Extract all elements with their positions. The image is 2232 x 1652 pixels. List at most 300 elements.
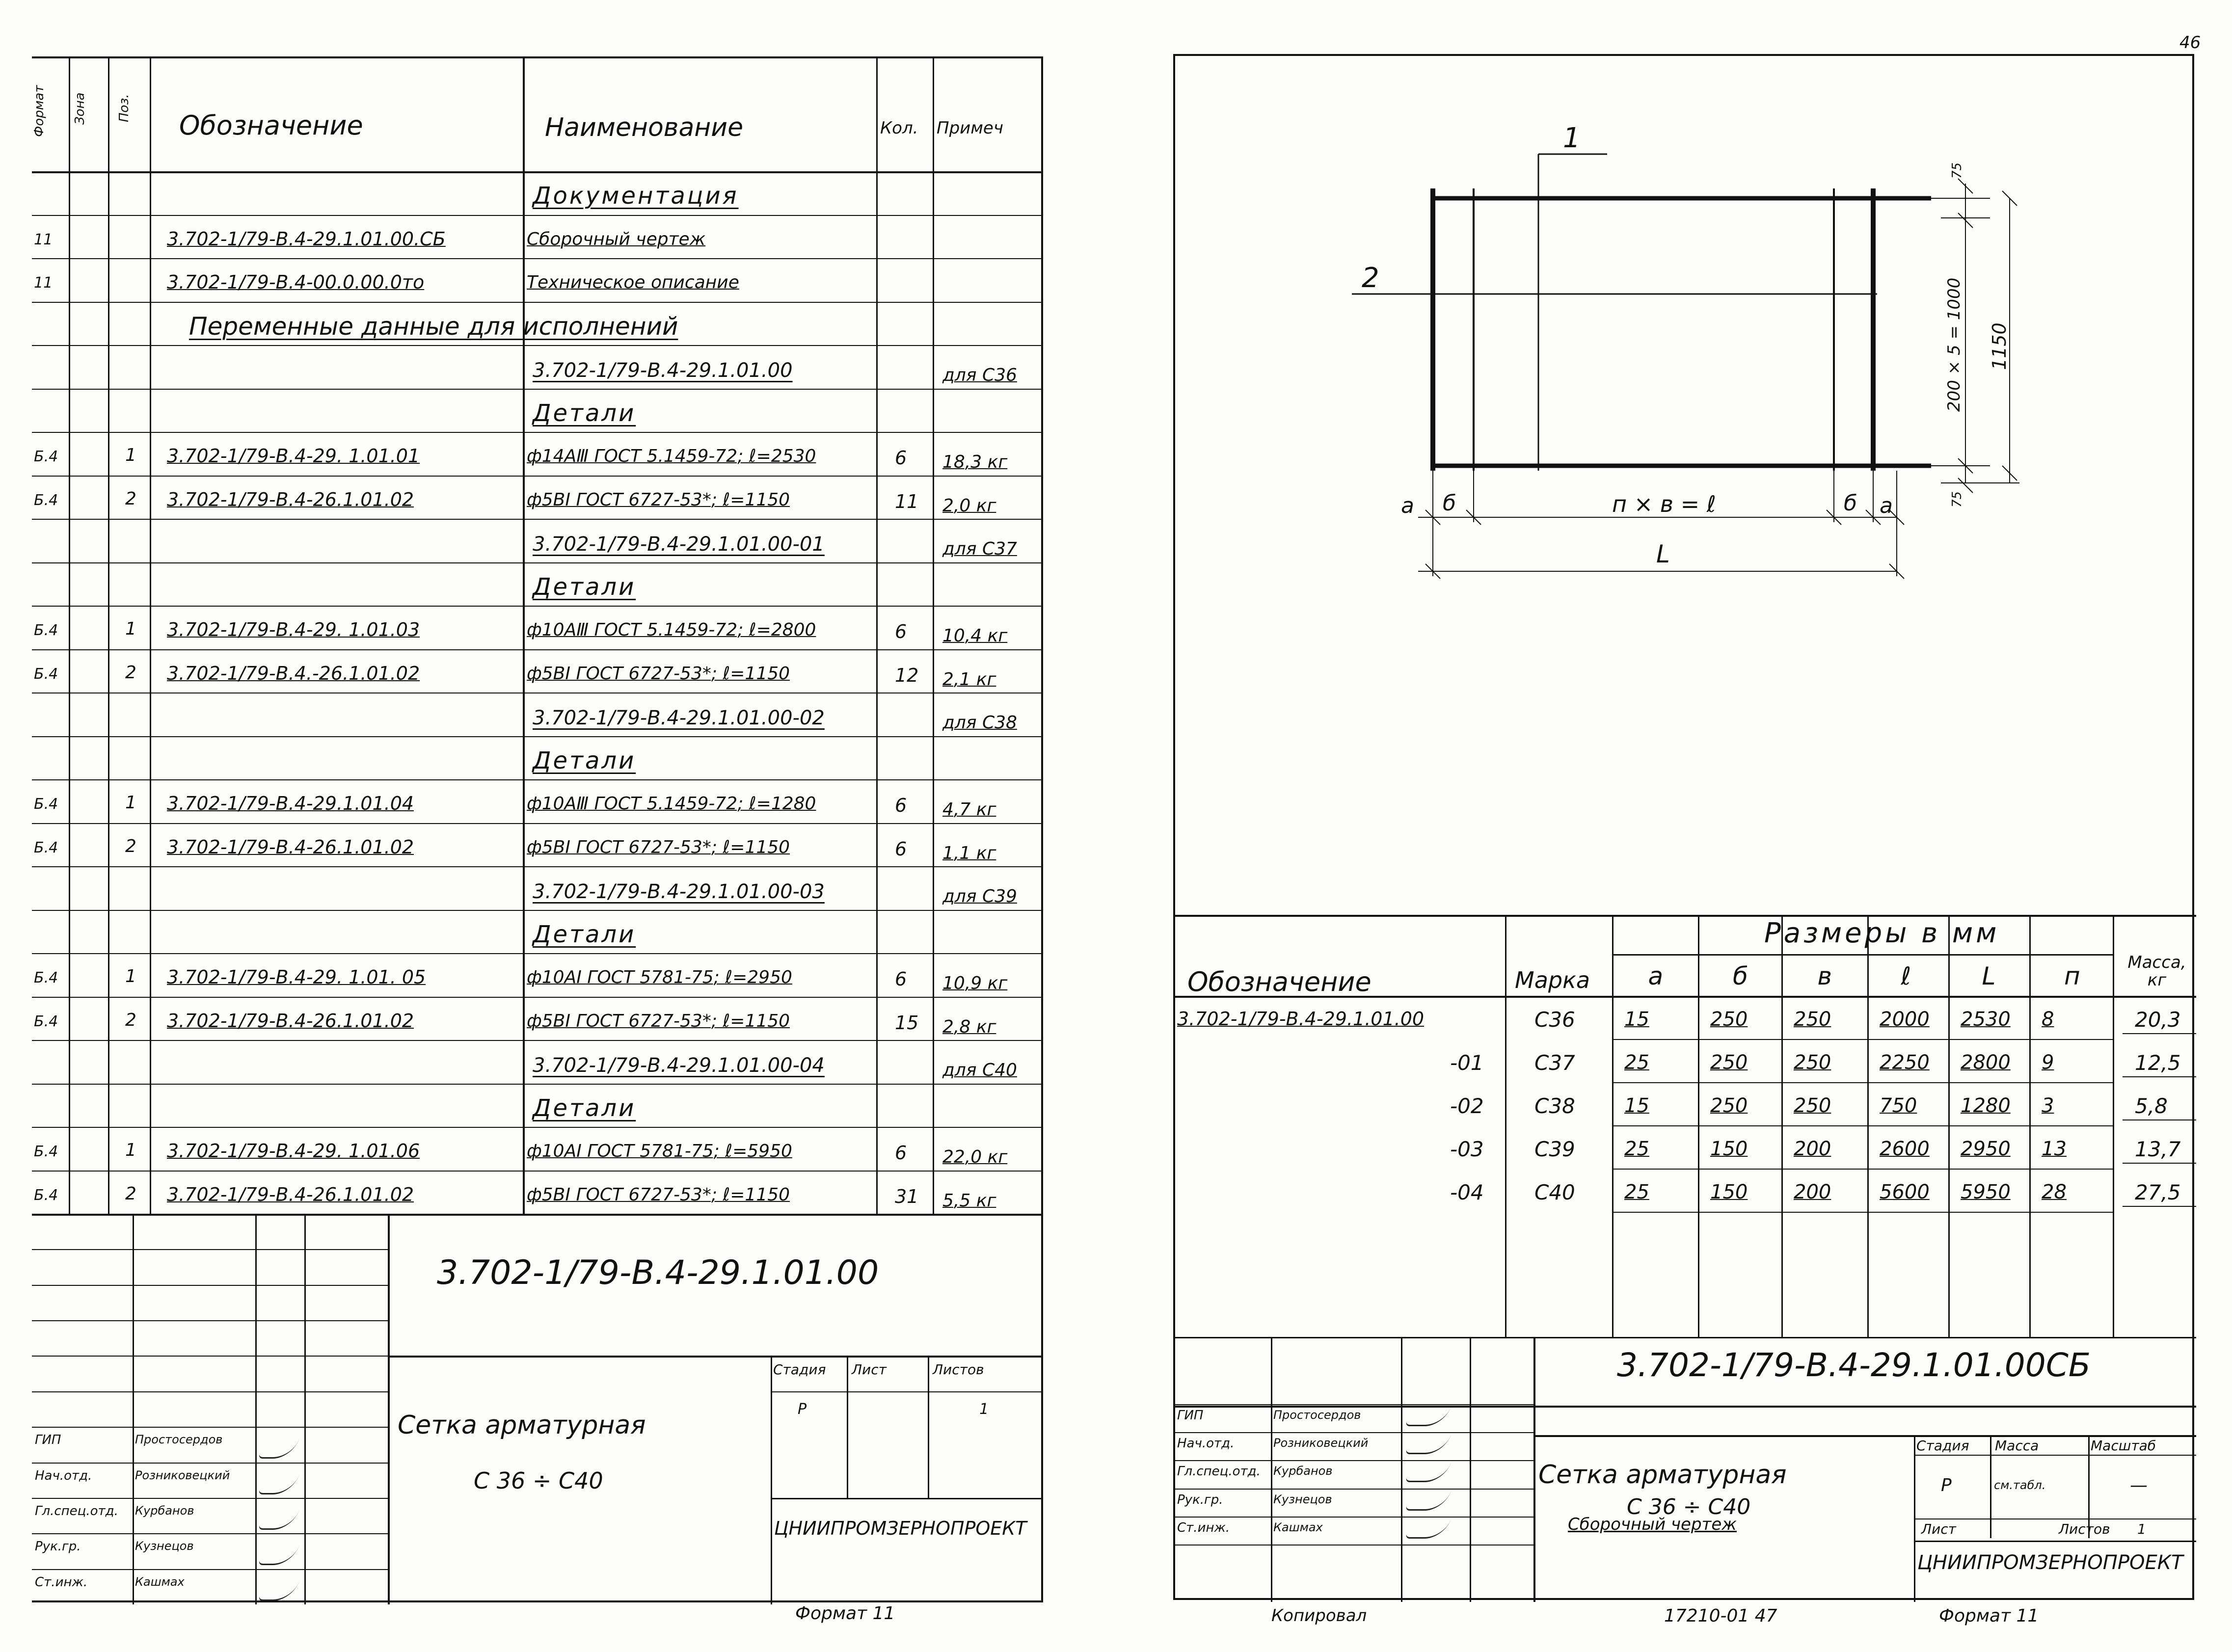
row-format: Б.4 bbox=[34, 491, 58, 509]
row-variant-code: 3.702-1/79-В.4-29.1.01.00-02 bbox=[533, 707, 825, 729]
col-mass: Масса, кг bbox=[2127, 953, 2186, 990]
stamp-grid-line bbox=[32, 1356, 388, 1357]
col-designation: Обозначение bbox=[1187, 966, 1371, 997]
right-stamp-title: Сетка арматурная bbox=[1538, 1460, 1787, 1490]
row-format: Б.4 bbox=[34, 796, 58, 813]
left-stage-value: Р bbox=[798, 1400, 807, 1418]
row-note: для С39 bbox=[942, 886, 1017, 906]
stamp-grid-line bbox=[32, 1533, 388, 1534]
row-note: 1,1 кг bbox=[942, 843, 996, 863]
left-sheet bbox=[32, 56, 1043, 1602]
row-designation: 3.702-1/79-В.4-29. 1.01.06 bbox=[167, 1140, 420, 1162]
row-format: Б.4 bbox=[34, 622, 58, 639]
spec-row-line bbox=[32, 1040, 1043, 1041]
spec-row-line bbox=[32, 215, 1043, 216]
row-position: 1 bbox=[125, 1140, 136, 1160]
row-size-value: 25 bbox=[1624, 1138, 1649, 1160]
row-size-value: 25 bbox=[1624, 1051, 1649, 1074]
row-size-value: 15 bbox=[1624, 1094, 1649, 1117]
signature bbox=[1405, 1519, 1452, 1539]
row-size-value: 9 bbox=[2042, 1051, 2054, 1074]
row-note: для С38 bbox=[942, 713, 1017, 733]
dim-75-bottom: 75 bbox=[1950, 491, 1964, 507]
row-quantity: 6 bbox=[895, 1142, 907, 1164]
stamp-col bbox=[304, 1214, 306, 1604]
stamp-grid-line bbox=[32, 1569, 388, 1570]
row-size-value: 250 bbox=[1794, 1008, 1831, 1031]
spec-row-line bbox=[32, 649, 1043, 650]
table-row-line bbox=[1612, 1212, 2113, 1213]
row-section-title: Детали bbox=[533, 399, 636, 427]
left-stamp-title: Сетка арматурная bbox=[398, 1411, 646, 1440]
stamp-top-line bbox=[32, 1214, 1043, 1216]
row-position: 1 bbox=[125, 966, 136, 986]
stamp-name: Курбанов bbox=[135, 1503, 194, 1518]
row-name: Сборочный чертеж bbox=[527, 229, 706, 249]
stamp-name: Курбанов bbox=[1273, 1464, 1333, 1478]
signature bbox=[258, 1467, 302, 1494]
spec-row-line bbox=[32, 953, 1043, 954]
row-designation: 3.702-1/79-В.4-00.0.00.0то bbox=[167, 271, 425, 293]
stamp-name: Розниковецкий bbox=[1273, 1436, 1369, 1450]
left-stamp-subtitle: С 36 ÷ С40 bbox=[474, 1467, 603, 1494]
row-designation: 3.702-1/79-В.4-26.1.01.02 bbox=[167, 1183, 414, 1205]
position-1-label: 1 bbox=[1563, 122, 1581, 154]
row-position: 2 bbox=[125, 1183, 136, 1204]
col-mark: Марка bbox=[1515, 967, 1590, 993]
stamp-col bbox=[1990, 1435, 1991, 1538]
stamp-name: Кашмах bbox=[1273, 1520, 1323, 1534]
row-format: Б.4 bbox=[34, 665, 58, 683]
row-name: ф5ВⅠ ГОСТ 6727-53*; ℓ=1150 bbox=[527, 837, 790, 857]
row-format: Б.4 bbox=[34, 839, 58, 856]
row-variant-code: 3.702-1/79-В.4-29.1.01.00 bbox=[533, 359, 793, 382]
spec-row-line bbox=[32, 302, 1043, 303]
right-scale-label: Масштаб bbox=[2091, 1438, 2156, 1454]
stamp-col bbox=[847, 1356, 848, 1497]
row-size-value: 15 bbox=[1624, 1008, 1649, 1031]
stamp-grid-line bbox=[1175, 1517, 1533, 1518]
row-name: ф5ВⅠ ГОСТ 6727-53*; ℓ=1150 bbox=[527, 1184, 790, 1205]
row-quantity: 15 bbox=[895, 1012, 919, 1034]
stamp-role: Нач.отд. bbox=[1177, 1436, 1235, 1451]
col-size-3: б bbox=[1733, 962, 1748, 990]
stamp-role: Рук.гр. bbox=[1177, 1492, 1223, 1507]
stamp-role: Ст.инж. bbox=[35, 1574, 88, 1590]
row-note: 10,9 кг bbox=[942, 973, 1008, 993]
stamp-stage-line bbox=[1914, 1455, 2196, 1456]
stamp-name: Розниковецкий bbox=[135, 1468, 230, 1482]
dim-L: L bbox=[1656, 540, 1670, 568]
row-size-value: 200 bbox=[1794, 1181, 1831, 1203]
left-stage-label: Стадия bbox=[773, 1361, 826, 1378]
stamp-grid-line bbox=[32, 1498, 388, 1499]
spec-column-line bbox=[876, 58, 878, 1214]
row-size-value: 250 bbox=[1710, 1008, 1748, 1031]
row-name: ф5ВⅠ ГОСТ 6727-53*; ℓ=1150 bbox=[527, 663, 790, 684]
table-row-line bbox=[1612, 1169, 2113, 1170]
row-size-value: 2250 bbox=[1880, 1051, 1930, 1074]
spec-column-line bbox=[523, 58, 525, 1214]
dim-75-top: 75 bbox=[1950, 162, 1964, 179]
mass-underline bbox=[2123, 1033, 2196, 1034]
row-quantity: 6 bbox=[895, 795, 907, 816]
row-size-value: 1280 bbox=[1961, 1094, 2011, 1117]
header-qty: Кол. bbox=[880, 118, 918, 138]
stamp-col bbox=[388, 1214, 390, 1604]
right-sheet-label: Лист bbox=[1921, 1521, 1956, 1537]
row-note: 5,5 кг bbox=[942, 1190, 996, 1211]
stamp-code-line bbox=[1533, 1435, 2196, 1437]
spec-row-line bbox=[32, 736, 1043, 737]
signature bbox=[1405, 1463, 1452, 1482]
row-size-value: 28 bbox=[2042, 1181, 2067, 1203]
row-mass: 20,3 bbox=[2135, 1008, 2181, 1032]
col-size-5: ℓ bbox=[1901, 962, 1911, 990]
row-size-value: 2530 bbox=[1961, 1008, 2011, 1031]
left-sheet-label: Лист bbox=[852, 1361, 887, 1378]
row-position: 2 bbox=[125, 1010, 136, 1030]
row-note: для С40 bbox=[942, 1060, 1017, 1080]
row-designation: 3.702-1/79-В.4-26.1.01.02 bbox=[167, 1010, 414, 1032]
stamp-stage-line bbox=[771, 1391, 1043, 1392]
row-size-value: 8 bbox=[2042, 1008, 2054, 1031]
mass-underline bbox=[2123, 1163, 2196, 1164]
col-size-7: п bbox=[2064, 962, 2080, 990]
row-designation: 3.702-1/79-В.4-29. 1.01.03 bbox=[167, 619, 420, 640]
row-designation: 3.702-1/79-В.4-29. 1.01. 05 bbox=[167, 966, 426, 988]
table-top-line bbox=[1175, 915, 2196, 917]
spec-column-line bbox=[108, 58, 109, 1214]
stamp-col bbox=[1533, 1337, 1535, 1602]
row-format: Б.4 bbox=[34, 969, 58, 986]
row-designation: 3.702-1/79-В.4-26.1.01.02 bbox=[167, 836, 414, 858]
row-mass: 27,5 bbox=[2135, 1180, 2181, 1204]
row-position: 1 bbox=[125, 445, 136, 465]
signature bbox=[258, 1432, 302, 1459]
row-format: Б.4 bbox=[34, 1013, 58, 1030]
row-size-value: 250 bbox=[1794, 1051, 1831, 1074]
row-note: 18,3 кг bbox=[942, 452, 1008, 472]
header-format: Формат bbox=[32, 85, 47, 137]
row-designation-suffix: -04 bbox=[1450, 1180, 1484, 1204]
table-row-line bbox=[1612, 1039, 2113, 1040]
right-format-label: Формат 11 bbox=[1939, 1606, 2039, 1626]
row-size-value: 200 bbox=[1794, 1138, 1831, 1160]
stamp-grid-line bbox=[32, 1320, 388, 1321]
stamp-grid-line bbox=[1175, 1460, 1533, 1461]
right-stage-value: Р bbox=[1941, 1475, 1952, 1495]
row-size-value: 2000 bbox=[1880, 1008, 1930, 1031]
right-mass-label: Масса bbox=[1995, 1438, 2039, 1454]
left-stamp-code: 3.702-1/79-В.4-29.1.01.00 bbox=[437, 1253, 879, 1292]
dim-1150: 1150 bbox=[1989, 322, 2010, 370]
row-mark: С36 bbox=[1534, 1008, 1575, 1032]
mass-underline bbox=[2123, 1119, 2196, 1120]
left-sheets-value: 1 bbox=[979, 1400, 989, 1418]
col-size-4: в bbox=[1817, 962, 1832, 990]
right-scale-value: — bbox=[2130, 1475, 2148, 1495]
right-sheets-label: Листов bbox=[2059, 1521, 2110, 1537]
stamp-col bbox=[1401, 1337, 1402, 1602]
mass-underline bbox=[2123, 1076, 2196, 1077]
stamp-grid-line bbox=[32, 1249, 388, 1250]
spec-column-line bbox=[933, 58, 934, 1214]
row-note: 22,0 кг bbox=[942, 1147, 1008, 1167]
row-quantity: 6 bbox=[895, 968, 907, 990]
stamp-name: Простосердов bbox=[135, 1433, 223, 1447]
row-quantity: 11 bbox=[895, 490, 919, 512]
spec-row-line bbox=[32, 432, 1043, 433]
row-mark: С40 bbox=[1534, 1180, 1575, 1204]
dim-200x5: 200 × 5 = 1000 bbox=[1944, 277, 1964, 412]
row-name: ф10АⅢ ГОСТ 5.1459-72; ℓ=1280 bbox=[527, 794, 816, 814]
header-note: Примеч bbox=[937, 118, 1003, 138]
stamp-role: Гл.спец.отд. bbox=[1177, 1464, 1261, 1479]
dim-b-right: б bbox=[1844, 491, 1857, 516]
stamp-code-line bbox=[388, 1356, 1043, 1358]
right-stamp-subtitle2: Сборочный чертеж bbox=[1568, 1515, 1737, 1534]
stamp-grid-line bbox=[32, 1391, 388, 1392]
col-size-2: а bbox=[1648, 962, 1664, 990]
right-stamp-code: 3.702-1/79-В.4-29.1.01.00СБ bbox=[1617, 1346, 2091, 1384]
signature bbox=[258, 1574, 302, 1601]
spec-column-line bbox=[69, 58, 70, 1214]
row-format: Б.4 bbox=[34, 1186, 58, 1204]
signature bbox=[1405, 1407, 1452, 1426]
row-designation-suffix: -01 bbox=[1450, 1051, 1484, 1075]
leader-lines bbox=[1352, 154, 1607, 294]
row-note: 10,4 кг bbox=[942, 626, 1008, 646]
archive-number: 17210-01 47 bbox=[1664, 1606, 1777, 1626]
row-name: ф10АⅠ ГОСТ 5781-75; ℓ=2950 bbox=[527, 967, 792, 987]
sizes-header: Размеры в мм bbox=[1764, 917, 2000, 949]
left-format-label: Формат 11 bbox=[795, 1603, 895, 1624]
row-size-value: 5600 bbox=[1880, 1181, 1930, 1203]
row-position: 1 bbox=[125, 619, 136, 639]
stamp-col bbox=[928, 1356, 929, 1497]
row-position: 1 bbox=[125, 793, 136, 813]
row-mark: С38 bbox=[1534, 1094, 1575, 1118]
mesh-drawing bbox=[1175, 56, 2196, 694]
stamp-grid-line bbox=[1175, 1489, 1533, 1490]
stamp-grid-line bbox=[1175, 1432, 1533, 1433]
header-pos: Поз. bbox=[117, 94, 132, 122]
row-size-value: 5950 bbox=[1961, 1181, 2011, 1203]
row-format: Б.4 bbox=[34, 448, 58, 465]
stamp-role: ГИП bbox=[35, 1433, 61, 1448]
row-size-value: 150 bbox=[1710, 1181, 1748, 1203]
row-variants-heading: Переменные данные для исполнений bbox=[189, 312, 678, 341]
row-section-title: Детали bbox=[533, 746, 636, 774]
spec-row-line bbox=[32, 1084, 1043, 1085]
row-name: ф5ВⅠ ГОСТ 6727-53*; ℓ=1150 bbox=[527, 1011, 790, 1031]
spec-header-line bbox=[32, 171, 1043, 173]
row-section-title: Детали bbox=[533, 1094, 636, 1122]
table-row-line bbox=[1612, 1125, 2113, 1126]
spec-row-line bbox=[32, 345, 1043, 346]
stamp-col bbox=[255, 1214, 257, 1604]
row-designation-suffix: -02 bbox=[1450, 1094, 1484, 1118]
stamp-role: ГИП bbox=[1177, 1408, 1204, 1423]
row-size-value: 2600 bbox=[1880, 1138, 1930, 1160]
spec-row-line bbox=[32, 1171, 1043, 1172]
table-column-line bbox=[1505, 915, 1506, 1337]
mesh-outline bbox=[1430, 154, 1990, 471]
row-quantity: 6 bbox=[895, 621, 907, 642]
spec-row-line bbox=[32, 823, 1043, 824]
stamp-role: Ст.инж. bbox=[1177, 1520, 1230, 1535]
signature bbox=[258, 1503, 302, 1530]
dim-a-right: а bbox=[1880, 493, 1893, 518]
stamp-name: Кузнецов bbox=[1273, 1492, 1332, 1506]
stamp-role: Нач.отд. bbox=[35, 1468, 92, 1483]
table-column-line bbox=[2113, 915, 2114, 1337]
spec-row-line bbox=[32, 562, 1043, 563]
stamp-col bbox=[1470, 1337, 1471, 1602]
row-size-value: 750 bbox=[1880, 1094, 1917, 1117]
dimension-lines bbox=[1418, 179, 2019, 579]
stamp-col bbox=[1271, 1337, 1272, 1602]
header-name: Наименование bbox=[545, 113, 744, 142]
spec-row-line bbox=[32, 606, 1043, 607]
signature bbox=[1405, 1491, 1452, 1511]
row-position: 2 bbox=[125, 488, 136, 509]
right-sheet bbox=[1173, 54, 2194, 1600]
stamp-role: Рук.гр. bbox=[35, 1539, 81, 1554]
row-note: для С36 bbox=[942, 365, 1017, 385]
position-2-label: 2 bbox=[1362, 262, 1379, 294]
stamp-name: Кузнецов bbox=[135, 1539, 194, 1553]
table-bottom-line bbox=[1175, 1337, 2196, 1338]
page-number: 46 bbox=[2179, 33, 2201, 53]
row-name: ф10АⅢ ГОСТ 5.1459-72; ℓ=2800 bbox=[527, 620, 816, 640]
row-quantity: 31 bbox=[895, 1185, 919, 1207]
row-position: 2 bbox=[125, 662, 136, 683]
row-designation: 3.702-1/79-В.4-29.1.01.00.СБ bbox=[167, 228, 446, 250]
row-variant-code: 3.702-1/79-В.4-29.1.01.00-04 bbox=[533, 1054, 825, 1077]
right-mass-value: см.табл. bbox=[1994, 1478, 2046, 1492]
row-name: ф10АⅠ ГОСТ 5781-75; ℓ=5950 bbox=[527, 1141, 792, 1161]
row-designation: 3.702-1/79-В.4.-26.1.01.02 bbox=[167, 662, 420, 684]
row-size-value: 13 bbox=[2042, 1138, 2067, 1160]
header-designation: Обозначение bbox=[179, 110, 363, 141]
dim-b-left: б bbox=[1443, 491, 1456, 516]
row-note: для С37 bbox=[942, 539, 1017, 559]
row-format: 11 bbox=[34, 274, 53, 292]
dim-nbl: п × в = ℓ bbox=[1612, 491, 1716, 517]
row-size-value: 250 bbox=[1710, 1094, 1748, 1117]
spec-column-line bbox=[150, 58, 151, 1214]
right-stamp-subtitle: С 36 ÷ С40 bbox=[1627, 1494, 1751, 1519]
row-mark: С39 bbox=[1534, 1137, 1575, 1161]
row-quantity: 6 bbox=[895, 838, 907, 860]
copied-label: Копировал bbox=[1271, 1606, 1367, 1625]
header-zone: Зона bbox=[73, 92, 87, 125]
row-name: Техническое описание bbox=[527, 272, 739, 293]
row-name: ф14АⅢ ГОСТ 5.1459-72; ℓ=2530 bbox=[527, 446, 816, 466]
row-mass: 12,5 bbox=[2135, 1051, 2181, 1075]
row-note: 2,8 кг bbox=[942, 1016, 996, 1037]
spec-row-line bbox=[32, 866, 1043, 867]
stamp-org-line bbox=[1914, 1541, 2196, 1542]
row-position: 2 bbox=[125, 836, 136, 856]
row-size-value: 2800 bbox=[1961, 1051, 2011, 1074]
col-size-6: L bbox=[1982, 962, 1996, 990]
right-org: ЦНИИПРОМЗЕРНОПРОЕКТ bbox=[1917, 1551, 2183, 1574]
row-size-value: 2950 bbox=[1961, 1138, 2011, 1160]
stamp-name: Кашмах bbox=[135, 1574, 185, 1589]
row-size-value: 150 bbox=[1710, 1138, 1748, 1160]
row-quantity: 12 bbox=[895, 664, 919, 686]
signature bbox=[258, 1538, 302, 1565]
spec-row-line bbox=[32, 997, 1043, 998]
row-size-value: 3 bbox=[2042, 1094, 2054, 1117]
row-designation: 3.702-1/79-В.4-29.1.01.00 bbox=[1177, 1008, 1425, 1030]
table-row-line bbox=[1612, 1082, 2113, 1083]
stamp-grid-line bbox=[1175, 1404, 1533, 1405]
row-quantity: 6 bbox=[895, 447, 907, 469]
row-note: 4,7 кг bbox=[942, 799, 996, 820]
left-sheets-label: Листов bbox=[933, 1361, 984, 1378]
row-name: ф5ВⅠ ГОСТ 6727-53*; ℓ=1150 bbox=[527, 489, 790, 510]
row-mark: С37 bbox=[1534, 1051, 1575, 1075]
row-section-title: Детали bbox=[533, 920, 636, 948]
spec-row-line bbox=[32, 910, 1043, 911]
row-section-title: Детали bbox=[533, 573, 636, 601]
left-org: ЦНИИПРОМЗЕРНОПРОЕКТ bbox=[774, 1518, 1027, 1540]
row-designation: 3.702-1/79-В.4-29.1.01.04 bbox=[167, 793, 414, 814]
spec-row-line bbox=[32, 1127, 1043, 1128]
spec-row-line bbox=[32, 258, 1043, 259]
stamp-org-line bbox=[771, 1498, 1043, 1499]
stamp-top-line bbox=[1175, 1406, 2196, 1408]
stamp-grid-line bbox=[32, 1463, 388, 1464]
row-note: 2,1 кг bbox=[942, 669, 996, 690]
dim-a-left: а bbox=[1401, 493, 1414, 518]
stamp-grid-line bbox=[32, 1285, 388, 1286]
spec-row-line bbox=[32, 779, 1043, 780]
row-mass: 13,7 bbox=[2135, 1137, 2181, 1161]
spec-row-line bbox=[32, 476, 1043, 477]
row-mass: 5,8 bbox=[2135, 1094, 2168, 1118]
stamp-grid-line bbox=[32, 1427, 388, 1428]
row-designation-suffix: -03 bbox=[1450, 1137, 1484, 1161]
row-variant-code: 3.702-1/79-В.4-29.1.01.00-03 bbox=[533, 880, 825, 903]
row-variant-code: 3.702-1/79-В.4-29.1.01.00-01 bbox=[533, 533, 825, 556]
stamp-col bbox=[771, 1356, 772, 1604]
right-stage-label: Стадия bbox=[1916, 1438, 1969, 1454]
row-format: Б.4 bbox=[34, 1143, 58, 1160]
stamp-role: Гл.спец.отд. bbox=[35, 1503, 118, 1519]
spec-row-line bbox=[32, 389, 1043, 390]
row-section-title: Документация bbox=[533, 182, 739, 210]
row-designation: 3.702-1/79-В.4-26.1.01.02 bbox=[167, 488, 414, 510]
row-size-value: 250 bbox=[1794, 1094, 1831, 1117]
stamp-col bbox=[133, 1214, 134, 1604]
mass-underline bbox=[2123, 1206, 2196, 1207]
stamp-name: Простосердов bbox=[1273, 1408, 1361, 1422]
row-designation: 3.702-1/79-В.4-29. 1.01.01 bbox=[167, 445, 420, 467]
row-size-value: 25 bbox=[1624, 1181, 1649, 1203]
row-format: 11 bbox=[34, 231, 53, 248]
spec-row-line bbox=[32, 519, 1043, 520]
right-sheets-value: 1 bbox=[2137, 1521, 2146, 1537]
signature bbox=[1405, 1435, 1452, 1454]
row-note: 2,0 кг bbox=[942, 495, 996, 516]
row-size-value: 250 bbox=[1710, 1051, 1748, 1074]
sizes-sub-line bbox=[1612, 954, 2113, 956]
